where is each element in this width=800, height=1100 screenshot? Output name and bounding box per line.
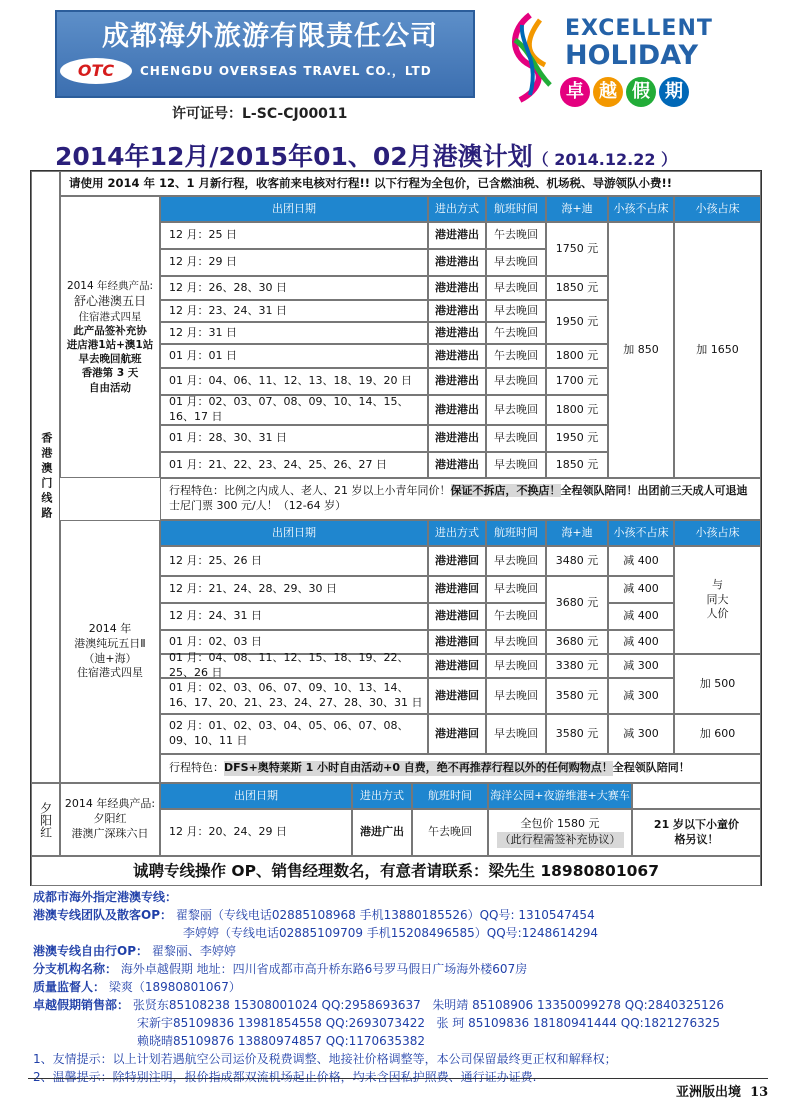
row1-flight: 午去晚回 (486, 344, 546, 368)
child-bed-1: 加 1650 (674, 222, 761, 478)
product-2-line: 2014 年 (88, 621, 132, 635)
license-number: 许可证号：L-SC-CJ00011 (172, 106, 348, 122)
row2-mode: 港进港回 (428, 654, 486, 678)
contact-label: 质量监督人： (33, 980, 106, 994)
product-1-line: 2014 年经典产品: (66, 280, 154, 293)
row1-flight: 早去晚回 (486, 368, 546, 395)
row2-mode: 港进港回 (428, 714, 486, 754)
brand-char: 越 (593, 77, 623, 107)
tip-line: 2、温馨提示：除特别注明，报价指成都双流机场起止价格，均未含因私护照费、通行证办证费. (33, 1070, 537, 1084)
row1-date: 01 月：01 日 (160, 344, 428, 368)
price-cell: 1850 元 (546, 276, 608, 300)
row2-date: 12 月：24、31 日 (160, 603, 428, 630)
price-cell: 1700 元 (546, 368, 608, 395)
price-cell: 1800 元 (546, 344, 608, 368)
row2-nobed: 减 300 (608, 714, 674, 754)
feature-1-text: 行程特色：比例之内成人、老人、21 岁以上小青年同价！ (169, 484, 451, 497)
row1-date: 01 月：04、06、11、12、13、18、19、20 日 (160, 368, 428, 395)
page-footer (676, 1081, 768, 1100)
magazine-name: 亚洲版出境 (676, 1085, 742, 1100)
row2-date: 02 月：01、02、03、04、05、06、07、08、09、10、11 日 (160, 714, 428, 754)
brand-char: 假 (626, 77, 656, 107)
price-cell: 1950 元 (546, 425, 608, 452)
brand-name-cn (560, 77, 689, 107)
col-header: 进出方式 (428, 520, 486, 546)
tip-line: 1、友情提示：以上计划若遇航空公司运价及税费调整、地接社价格调整等，本公司保留最终更正权和解释权； (33, 1052, 617, 1066)
row1-date: 12 月：26、28、30 日 (160, 276, 428, 300)
product-3-line: 2014 年经典产品: (64, 797, 156, 811)
contact-line: 张贤东85108238 15308001024 QQ:2958693637 (132, 998, 421, 1012)
price-cell-merged: 3680 元 (546, 576, 608, 630)
col-header: 进出方式 (352, 783, 412, 809)
row1-date: 01 月：28、30、31 日 (160, 425, 428, 452)
product-3-desc (60, 783, 160, 856)
row2-mode: 港进港回 (428, 576, 486, 603)
row1-date: 12 月：31 日 (160, 322, 428, 344)
product-1-line: 此产品签补充协 (73, 324, 147, 337)
product-1-desc (60, 196, 160, 478)
contact-line: 李婷婷（专线电话02885109709 手机15208496585）QQ号:1248614294 (183, 926, 599, 940)
price-cell: 1800 元 (546, 395, 608, 425)
row2-price: 3580 元 (546, 678, 608, 714)
brand-char: 卓 (560, 77, 590, 107)
col-header: 海洋公园+夜游维港+大赛车 (488, 783, 632, 809)
product-1-line: 进店港1站+澳1站 (66, 339, 154, 351)
product-2-line: （迪+海） (83, 651, 137, 665)
row3-note-line: 格另议！ (674, 832, 719, 846)
row2-date: 01 月：02、03 日 (160, 630, 428, 654)
row1-flight: 早去晚回 (486, 249, 546, 276)
empty-cell (632, 783, 761, 809)
child-bed-line: 人价 (706, 607, 729, 621)
row1-mode: 港进港出 (428, 395, 486, 425)
row2-flight: 早去晚回 (486, 678, 546, 714)
contact-label: 分支机构名称： (33, 962, 118, 976)
row2-price: 3380 元 (546, 654, 608, 678)
col-header: 航班时间 (486, 520, 546, 546)
row1-flight: 早去晚回 (486, 395, 546, 425)
row3-price (488, 809, 632, 856)
row2-price: 3580 元 (546, 714, 608, 754)
row2-price: 3680 元 (546, 630, 608, 654)
otc-logo: OTC (60, 58, 132, 84)
region-hk-macau: 香港澳门线路 (31, 171, 60, 783)
col-header: 小孩不占床 (608, 520, 674, 546)
brand-name-en-1: EXCELLENT (565, 16, 713, 41)
recruit-notice: 诚聘专线操作 OP、销售经理数名，有意者请联系：梁先生 18980801067 (31, 856, 761, 886)
child-bed-2a (674, 546, 761, 654)
notice-text: 请使用 2014 年 12、1 月新行程，收客前来电核对行程!! 以下行程为全包价，已含燃油税、机场税、导游领队小费!! (60, 171, 761, 196)
feature-2-text: 全程领队陪同！ (612, 761, 690, 775)
row1-mode: 港进港出 (428, 425, 486, 452)
contact-line: 张 珂 85109836 18180941444 QQ:1821276325 (436, 1016, 721, 1030)
row2-flight: 早去晚回 (486, 576, 546, 603)
product-1-line: 住宿港式四星 (78, 310, 142, 323)
product-3-line: 夕阳红 (93, 812, 127, 826)
row2-flight: 早去晚回 (486, 546, 546, 576)
child-bed-line: 同大 (706, 592, 729, 606)
row1-flight: 午去晚回 (486, 222, 546, 249)
row3-mode: 港进广出 (352, 809, 412, 856)
row1-mode: 港进港出 (428, 322, 486, 344)
col-header: 小孩不占床 (608, 196, 674, 222)
row3-date: 12 月：20、24、29 日 (160, 809, 352, 856)
price-cell: 1850 元 (546, 452, 608, 478)
col-header: 出团日期 (160, 783, 352, 809)
col-header: 进出方式 (428, 196, 486, 222)
col-header: 航班时间 (412, 783, 488, 809)
feature-2 (160, 754, 761, 783)
row1-flight: 早去晚回 (486, 425, 546, 452)
contact-line: 朱明靖 85108906 13350099278 QQ:2840325126 (432, 998, 725, 1012)
brand-char: 期 (659, 77, 689, 107)
row3-note-line: 21 岁以下小童价 (653, 817, 740, 831)
row2-date: 01 月：02、03、06、07、09、10、13、14、16、17、20、21、23、24、27、28、30、31 日 (160, 678, 428, 714)
row2-mode: 港进港回 (428, 678, 486, 714)
row1-date: 01 月：21、22、23、24、25、26、27 日 (160, 452, 428, 478)
row2-nobed: 减 300 (608, 654, 674, 678)
contact-line: 成都市海外指定港澳专线： (33, 890, 178, 904)
company-name-en: CHENGDU OVERSEAS TRAVEL CO.，LTD (140, 64, 432, 78)
product-1-line: 自由活动 (89, 381, 131, 394)
product-2-line: 住宿港式四星 (77, 666, 143, 680)
row1-mode: 港进港出 (428, 222, 486, 249)
brand-logo-icon (500, 10, 560, 105)
feature-2-highlight: DFS+奥特莱斯 1 小时自由活动+0 自费，绝不再推荐行程以外的任何购物点！ (224, 761, 613, 775)
price-cell: 1750 元 (546, 222, 608, 276)
page-title (55, 137, 677, 173)
col-header: 小孩占床 (674, 196, 761, 222)
contact-line: 海外卓越假期 地址：四川省成都市高升桥东路6号罗马假日广场海外楼607房 (120, 962, 528, 976)
row2-flight: 早去晚回 (486, 654, 546, 678)
contact-line: 翟黎丽（专线电话02885108968 手机13880185526）QQ号: 1310547454 (175, 908, 595, 922)
row2-nobed: 减 400 (608, 603, 674, 630)
contact-label: 港澳专线团队及散客OP： (33, 908, 172, 922)
row2-flight: 午去晚回 (486, 603, 546, 630)
feature-1-text: 全程领队陪同！出团前三天成人可退迪 (560, 484, 748, 497)
product-3-line: 港澳广深珠六日 (71, 826, 149, 840)
contact-info (33, 888, 773, 1086)
col-header: 海+迪 (546, 196, 608, 222)
feature-1-highlight: 保证不拆店，不换店！ (450, 484, 561, 497)
child-bed-2c: 加 600 (674, 714, 761, 754)
contact-line: 梁爽（18980801067） (108, 980, 241, 994)
row1-mode: 港进港出 (428, 368, 486, 395)
product-2-desc (60, 520, 160, 783)
col-header: 出团日期 (160, 520, 428, 546)
row1-date: 12 月：25 日 (160, 222, 428, 249)
contact-label: 港澳专线自由行OP： (33, 944, 148, 958)
row1-mode: 港进港出 (428, 344, 486, 368)
product-2-line: 港澳纯玩五日Ⅱ (74, 636, 146, 650)
feature-1 (160, 478, 761, 520)
col-header: 海+迪 (546, 520, 608, 546)
product-1-line: 舒心港澳五日 (73, 294, 146, 309)
row1-mode: 港进港出 (428, 300, 486, 322)
row2-mode: 港进港回 (428, 630, 486, 654)
row1-mode: 港进港出 (428, 249, 486, 276)
row2-nobed: 减 400 (608, 576, 674, 603)
col-header: 航班时间 (486, 196, 546, 222)
brand-name-en-2: HOLIDAY (565, 40, 699, 71)
row2-nobed: 减 400 (608, 630, 674, 654)
row1-date: 12 月：29 日 (160, 249, 428, 276)
row1-flight: 午去晚回 (486, 322, 546, 344)
row1-date: 12 月：23、24、31 日 (160, 300, 428, 322)
row3-child-note (632, 809, 761, 856)
row1-mode: 港进港出 (428, 452, 486, 478)
col-header: 出团日期 (160, 196, 428, 222)
row1-mode: 港进港出 (428, 276, 486, 300)
contact-line: 翟黎丽、李婷婷 (151, 944, 236, 958)
row1-flight: 早去晚回 (486, 452, 546, 478)
product-1-line: 早去晚回航班 (78, 353, 142, 366)
title-date: （ 2014.12.22 ） (532, 150, 678, 169)
child-no-bed-1: 加 850 (608, 222, 674, 478)
row3-price-note: （此行程需签补充协议） (497, 832, 624, 849)
page-number: 13 (750, 1085, 769, 1100)
product-1-line: 香港第 3 天 (81, 367, 139, 380)
row2-mode: 港进港回 (428, 546, 486, 576)
row2-nobed: 减 300 (608, 678, 674, 714)
row3-price-line: 全包价 1580 元 (520, 816, 600, 830)
row2-mode: 港进港回 (428, 603, 486, 630)
feature-1-text: 士尼门票 300 元/人！（12-64 岁） (169, 498, 347, 512)
row2-price: 3480 元 (546, 546, 608, 576)
row1-flight: 早去晚回 (486, 276, 546, 300)
row2-nobed: 减 400 (608, 546, 674, 576)
child-bed-2b: 加 500 (674, 654, 761, 714)
title-main: 2014年12月/2015年01、02月港澳计划 (55, 142, 533, 171)
contact-line: 赖晓晴85109876 13880974857 QQ:1170635382 (137, 1034, 425, 1048)
row1-date: 01 月：02、03、07、08、09、10、14、15、16、17 日 (160, 395, 428, 425)
child-bed-line: 与 (712, 577, 723, 591)
region-sunset: 夕阳红 (31, 783, 60, 856)
row2-date: 12 月：21、24、28、29、30 日 (160, 576, 428, 603)
row2-date: 12 月：25、26 日 (160, 546, 428, 576)
col-header: 小孩占床 (674, 520, 761, 546)
contact-line: 宋新宇85109836 13981854558 QQ:2693073422 (137, 1016, 425, 1030)
row2-date: 01 月：04、08、11、12、15、18、19、22、25、26 日 (160, 654, 428, 678)
row2-flight: 早去晚回 (486, 630, 546, 654)
contact-label: 卓越假期销售部： (33, 998, 130, 1012)
company-name-cn: 成都海外旅游有限责任公司 (102, 21, 438, 52)
row3-flight: 午去晚回 (412, 809, 488, 856)
row2-flight: 早去晚回 (486, 714, 546, 754)
divider (28, 1078, 768, 1079)
feature-2-text: 行程特色： (169, 761, 224, 775)
row1-flight: 早去晚回 (486, 300, 546, 322)
price-cell: 1950 元 (546, 300, 608, 344)
